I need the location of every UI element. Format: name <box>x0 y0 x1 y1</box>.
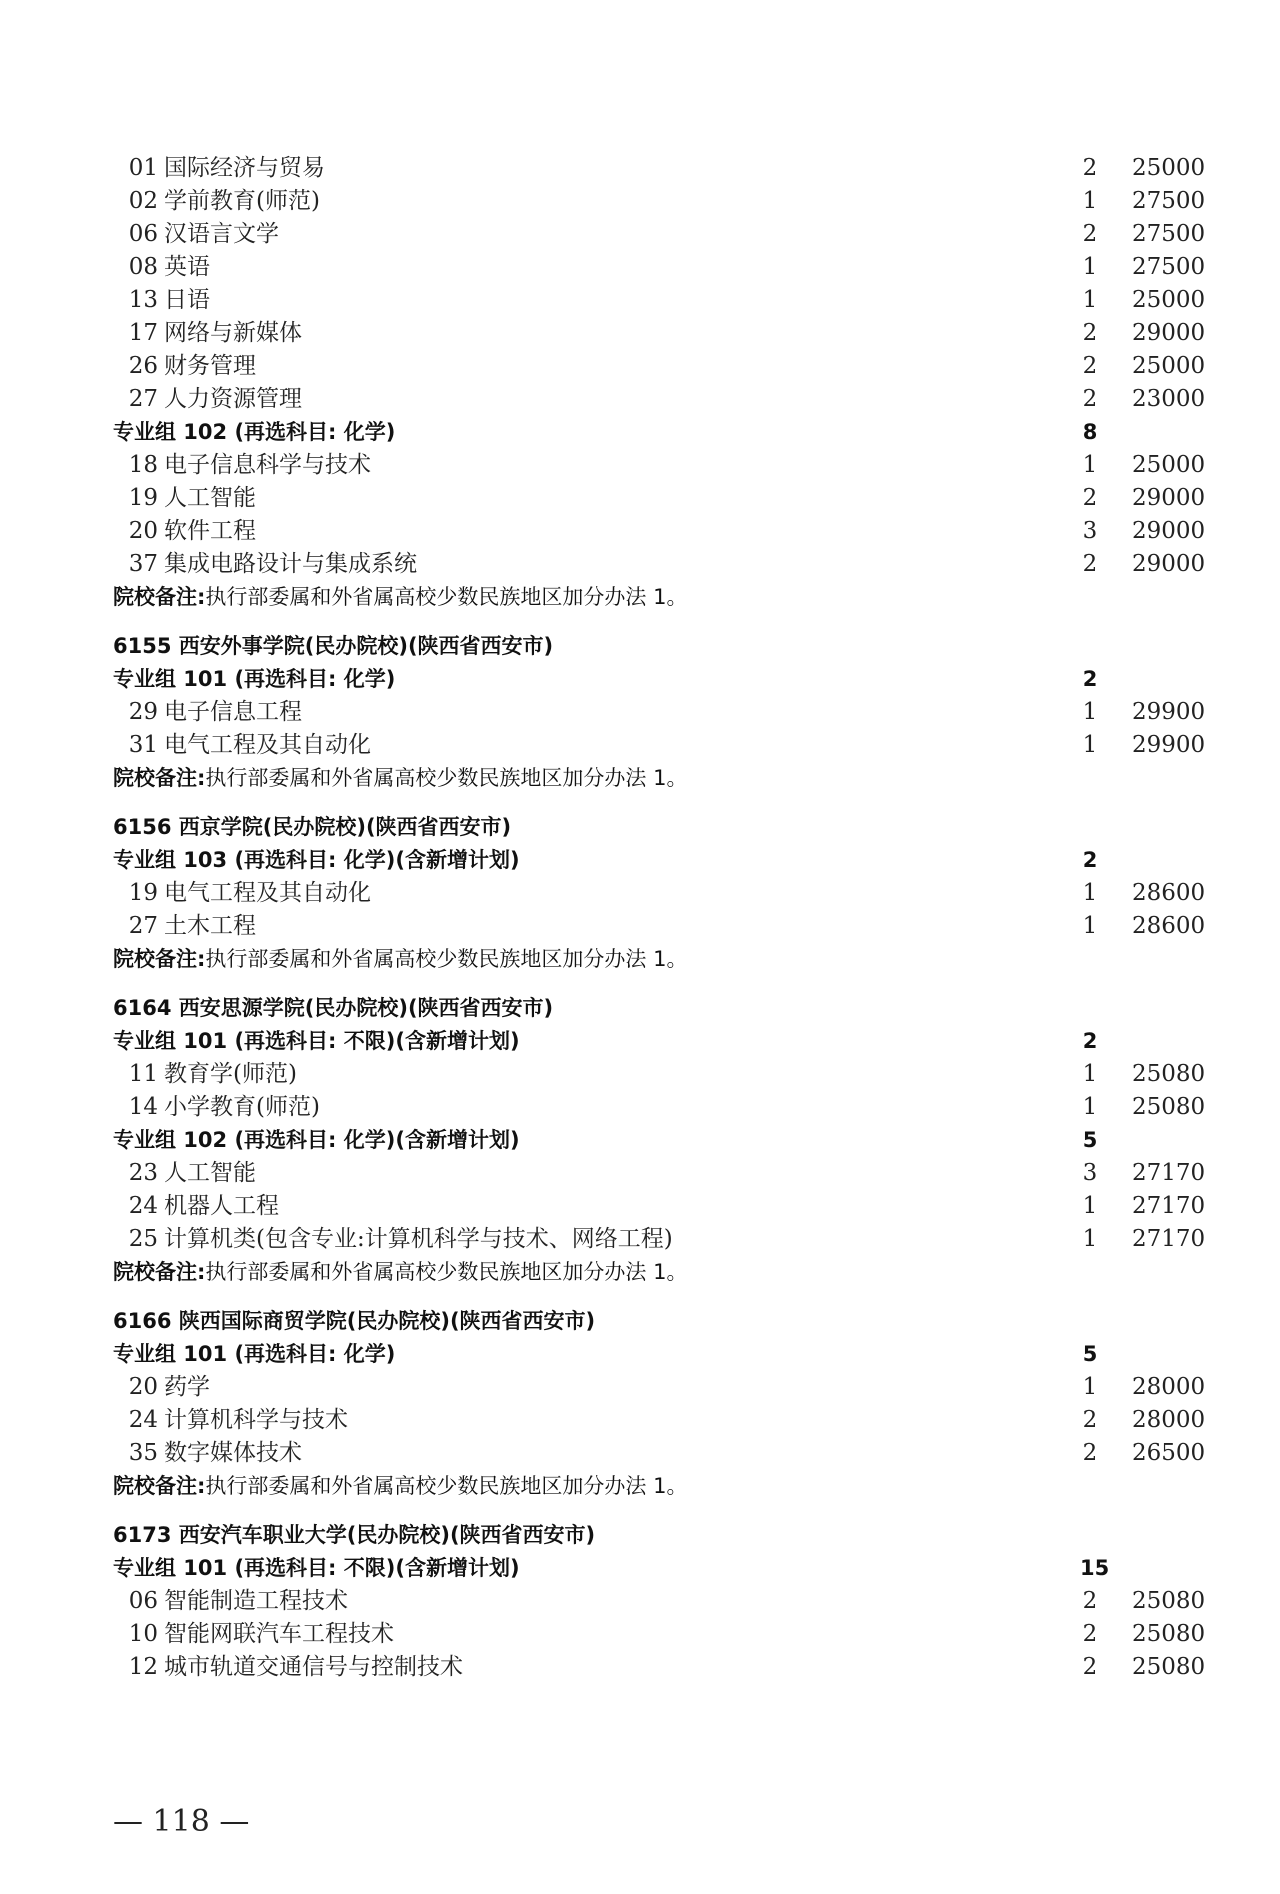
plan-count: 1 <box>1082 732 1098 758</box>
major-row <box>0 284 1280 317</box>
major-row <box>0 1157 1280 1190</box>
school-header-row <box>0 1305 1280 1338</box>
major-name: 英语 <box>164 254 210 280</box>
major-code: 27 <box>128 913 158 939</box>
note-label: 院校备注: <box>113 585 206 609</box>
note-text: 执行部委属和外省属高校少数民族地区加分办法 1。 <box>205 947 688 971</box>
major-code: 24 <box>128 1407 158 1433</box>
major-name: 汉语言文学 <box>164 221 279 247</box>
major-code: 13 <box>128 287 158 313</box>
tuition-fee: 28600 <box>1132 913 1206 939</box>
plan-count: 2 <box>1082 155 1098 181</box>
plan-count: 1 <box>1082 188 1098 214</box>
major-name: 计算机类(包含专业:计算机科学与技术、网络工程) <box>164 1226 673 1252</box>
major-name: 计算机科学与技术 <box>164 1407 348 1433</box>
school-header-row <box>0 1519 1280 1552</box>
major-group-title: 专业组 101 (再选科目: 不限)(含新增计划) <box>113 1556 520 1580</box>
major-code: 01 <box>128 155 158 181</box>
plan-count: 1 <box>1082 254 1098 280</box>
major-code: 12 <box>128 1654 158 1680</box>
major-row <box>0 877 1280 910</box>
major-name: 机器人工程 <box>164 1193 279 1219</box>
note-text: 执行部委属和外省属高校少数民族地区加分办法 1。 <box>205 585 688 609</box>
major-row <box>0 548 1280 581</box>
major-row <box>0 449 1280 482</box>
tuition-fee: 27170 <box>1132 1226 1206 1252</box>
major-code: 02 <box>128 188 158 214</box>
major-row <box>0 1190 1280 1223</box>
major-code: 25 <box>128 1226 158 1252</box>
major-code: 06 <box>128 1588 158 1614</box>
note-label: 院校备注: <box>113 1474 206 1498</box>
major-group-row <box>0 1025 1280 1058</box>
major-code: 35 <box>128 1440 158 1466</box>
major-row <box>0 910 1280 943</box>
tuition-fee: 28000 <box>1132 1407 1206 1433</box>
plan-count: 2 <box>1082 1407 1098 1433</box>
major-row <box>0 1651 1280 1684</box>
school-note <box>113 1470 687 1503</box>
note-label: 院校备注: <box>113 947 206 971</box>
major-name: 国际经济与贸易 <box>164 155 325 181</box>
school-note <box>113 581 687 614</box>
major-row <box>0 1091 1280 1124</box>
major-code: 23 <box>128 1160 158 1186</box>
major-name: 教育学(师范) <box>164 1061 297 1087</box>
group-plan-count: 2 <box>1082 667 1098 691</box>
major-code: 14 <box>128 1094 158 1120</box>
plan-count: 1 <box>1082 880 1098 906</box>
school-title: 6166 陕西国际商贸学院(民办院校)(陕西省西安市) <box>113 1309 596 1333</box>
tuition-fee: 25000 <box>1132 155 1206 181</box>
major-name: 土木工程 <box>164 913 256 939</box>
major-row <box>0 1404 1280 1437</box>
major-row <box>0 1223 1280 1256</box>
school-title: 6156 西京学院(民办院校)(陕西省西安市) <box>113 815 512 839</box>
plan-count: 3 <box>1082 1160 1098 1186</box>
school-header-row <box>0 630 1280 663</box>
plan-count: 1 <box>1082 287 1098 313</box>
school-note <box>113 762 687 795</box>
tuition-fee: 28600 <box>1132 880 1206 906</box>
group-plan-count: 15 <box>1080 1556 1110 1580</box>
plan-count: 1 <box>1082 1061 1098 1087</box>
major-code: 06 <box>128 221 158 247</box>
school-note-row <box>0 581 1280 614</box>
plan-count: 2 <box>1082 320 1098 346</box>
major-code: 37 <box>128 551 158 577</box>
major-row <box>0 251 1280 284</box>
tuition-fee: 29000 <box>1132 551 1206 577</box>
major-row <box>0 482 1280 515</box>
major-row <box>0 729 1280 762</box>
plan-count: 1 <box>1082 913 1098 939</box>
major-row <box>0 1618 1280 1651</box>
major-name: 电气工程及其自动化 <box>164 880 371 906</box>
plan-count: 1 <box>1082 1193 1098 1219</box>
plan-count: 2 <box>1082 1588 1098 1614</box>
tuition-fee: 25000 <box>1132 452 1206 478</box>
school-title: 6164 西安思源学院(民办院校)(陕西省西安市) <box>113 996 554 1020</box>
major-code: 20 <box>128 1374 158 1400</box>
major-code: 31 <box>128 732 158 758</box>
major-code: 18 <box>128 452 158 478</box>
tuition-fee: 25080 <box>1132 1588 1206 1614</box>
tuition-fee: 29900 <box>1132 732 1206 758</box>
major-group-row <box>0 416 1280 449</box>
tuition-fee: 25080 <box>1132 1654 1206 1680</box>
school-header-row <box>0 992 1280 1025</box>
plan-count: 1 <box>1082 699 1098 725</box>
major-group-row <box>0 1338 1280 1371</box>
major-row <box>0 515 1280 548</box>
major-name: 集成电路设计与集成系统 <box>164 551 417 577</box>
major-name: 电子信息科学与技术 <box>164 452 371 478</box>
major-code: 24 <box>128 1193 158 1219</box>
major-code: 27 <box>128 386 158 412</box>
school-note <box>113 943 687 976</box>
major-row <box>0 1437 1280 1470</box>
tuition-fee: 29000 <box>1132 485 1206 511</box>
school-note-row <box>0 943 1280 976</box>
major-name: 电气工程及其自动化 <box>164 732 371 758</box>
tuition-fee: 25000 <box>1132 287 1206 313</box>
major-name: 小学教育(师范) <box>164 1094 320 1120</box>
document-body <box>0 152 1280 1684</box>
school-note-row <box>0 1256 1280 1289</box>
plan-count: 1 <box>1082 1226 1098 1252</box>
major-group-row <box>0 1124 1280 1157</box>
tuition-fee: 27170 <box>1132 1193 1206 1219</box>
plan-count: 2 <box>1082 485 1098 511</box>
tuition-fee: 25080 <box>1132 1061 1206 1087</box>
tuition-fee: 27170 <box>1132 1160 1206 1186</box>
school-title: 6155 西安外事学院(民办院校)(陕西省西安市) <box>113 634 554 658</box>
major-code: 20 <box>128 518 158 544</box>
major-name: 学前教育(师范) <box>164 188 320 214</box>
tuition-fee: 29000 <box>1132 518 1206 544</box>
plan-count: 2 <box>1082 353 1098 379</box>
plan-count: 2 <box>1082 1654 1098 1680</box>
tuition-fee: 27500 <box>1132 221 1206 247</box>
major-code: 29 <box>128 699 158 725</box>
school-note-row <box>0 1470 1280 1503</box>
major-name: 人工智能 <box>164 485 256 511</box>
major-group-row <box>0 1552 1280 1585</box>
major-row <box>0 383 1280 416</box>
group-plan-count: 5 <box>1082 1128 1098 1152</box>
major-name: 日语 <box>164 287 210 313</box>
major-code: 19 <box>128 880 158 906</box>
major-group-title: 专业组 101 (再选科目: 化学) <box>113 667 396 691</box>
major-group-title: 专业组 101 (再选科目: 不限)(含新增计划) <box>113 1029 520 1053</box>
major-code: 26 <box>128 353 158 379</box>
plan-count: 1 <box>1082 1094 1098 1120</box>
note-label: 院校备注: <box>113 766 206 790</box>
tuition-fee: 29000 <box>1132 320 1206 346</box>
major-row <box>0 696 1280 729</box>
tuition-fee: 25000 <box>1132 353 1206 379</box>
note-text: 执行部委属和外省属高校少数民族地区加分办法 1。 <box>205 1474 688 1498</box>
group-plan-count: 8 <box>1082 420 1098 444</box>
group-plan-count: 5 <box>1082 1342 1098 1366</box>
major-group-row <box>0 663 1280 696</box>
major-row <box>0 1371 1280 1404</box>
major-name: 人工智能 <box>164 1160 256 1186</box>
tuition-fee: 27500 <box>1132 254 1206 280</box>
major-group-title: 专业组 102 (再选科目: 化学)(含新增计划) <box>113 1128 520 1152</box>
school-header-row <box>0 811 1280 844</box>
school-note-row <box>0 762 1280 795</box>
major-code: 17 <box>128 320 158 346</box>
note-text: 执行部委属和外省属高校少数民族地区加分办法 1。 <box>205 766 688 790</box>
tuition-fee: 27500 <box>1132 188 1206 214</box>
tuition-fee: 29900 <box>1132 699 1206 725</box>
tuition-fee: 26500 <box>1132 1440 1206 1466</box>
plan-count: 2 <box>1082 1621 1098 1647</box>
major-name: 网络与新媒体 <box>164 320 302 346</box>
major-code: 08 <box>128 254 158 280</box>
tuition-fee: 25080 <box>1132 1621 1206 1647</box>
plan-count: 1 <box>1082 1374 1098 1400</box>
major-code: 11 <box>128 1061 158 1087</box>
major-row <box>0 1058 1280 1091</box>
major-name: 数字媒体技术 <box>164 1440 302 1466</box>
plan-count: 1 <box>1082 452 1098 478</box>
major-group-title: 专业组 102 (再选科目: 化学) <box>113 420 396 444</box>
note-text: 执行部委属和外省属高校少数民族地区加分办法 1。 <box>205 1260 688 1284</box>
major-name: 人力资源管理 <box>164 386 302 412</box>
group-plan-count: 2 <box>1082 848 1098 872</box>
major-row <box>0 317 1280 350</box>
school-title: 6173 西安汽车职业大学(民办院校)(陕西省西安市) <box>113 1523 596 1547</box>
major-name: 城市轨道交通信号与控制技术 <box>164 1654 463 1680</box>
major-row <box>0 1585 1280 1618</box>
major-group-title: 专业组 103 (再选科目: 化学)(含新增计划) <box>113 848 520 872</box>
major-row <box>0 185 1280 218</box>
group-plan-count: 2 <box>1082 1029 1098 1053</box>
major-name: 财务管理 <box>164 353 256 379</box>
major-name: 智能网联汽车工程技术 <box>164 1621 394 1647</box>
major-name: 电子信息工程 <box>164 699 302 725</box>
major-group-row <box>0 844 1280 877</box>
major-row <box>0 152 1280 185</box>
major-group-title: 专业组 101 (再选科目: 化学) <box>113 1342 396 1366</box>
page-number: — 118 — <box>113 1804 250 1839</box>
tuition-fee: 23000 <box>1132 386 1206 412</box>
plan-count: 3 <box>1082 518 1098 544</box>
tuition-fee: 28000 <box>1132 1374 1206 1400</box>
major-code: 19 <box>128 485 158 511</box>
tuition-fee: 25080 <box>1132 1094 1206 1120</box>
plan-count: 2 <box>1082 386 1098 412</box>
plan-count: 2 <box>1082 1440 1098 1466</box>
school-note <box>113 1256 687 1289</box>
major-name: 药学 <box>164 1374 210 1400</box>
plan-count: 2 <box>1082 551 1098 577</box>
note-label: 院校备注: <box>113 1260 206 1284</box>
plan-count: 2 <box>1082 221 1098 247</box>
major-row <box>0 350 1280 383</box>
major-row <box>0 218 1280 251</box>
major-name: 软件工程 <box>164 518 256 544</box>
major-name: 智能制造工程技术 <box>164 1588 348 1614</box>
major-code: 10 <box>128 1621 158 1647</box>
